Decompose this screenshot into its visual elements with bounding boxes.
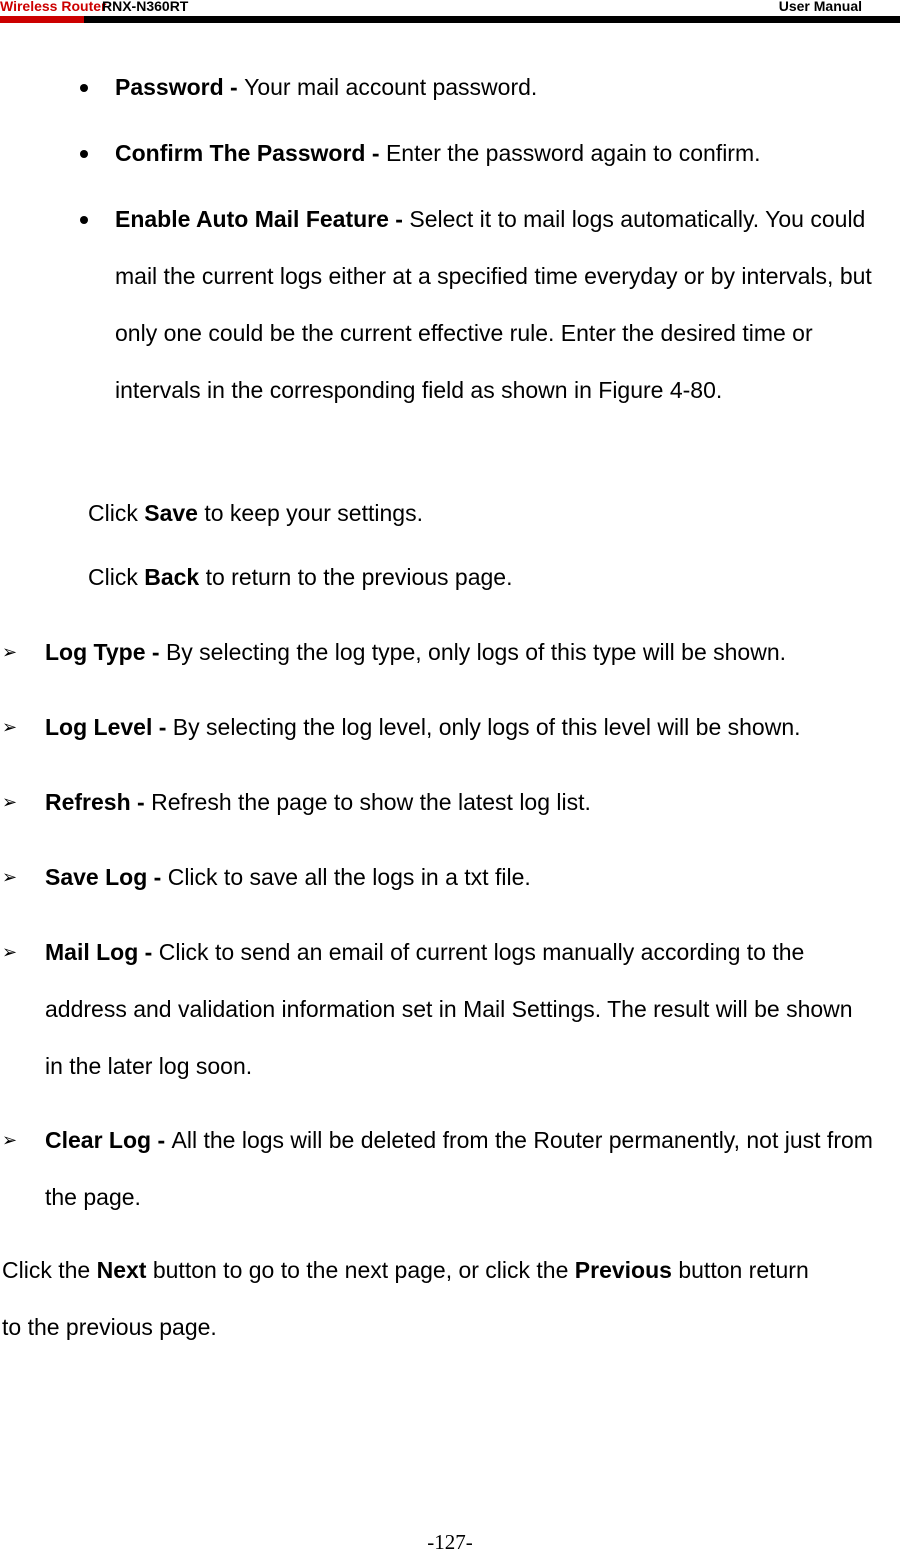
click-back-line xyxy=(88,549,868,606)
closing-pre: Click the xyxy=(2,1257,97,1283)
arrow-text: Click to send an email of current logs manually according to the address and validation information set in Mail Settings. The result will be shown in the later log soon. xyxy=(45,939,853,1079)
header-bar-accent xyxy=(0,16,84,23)
bullet-text: Enter the password again to confirm. xyxy=(385,140,761,166)
bullet-item-confirm-password xyxy=(115,125,875,182)
bullet-item-auto-mail xyxy=(115,191,875,419)
arrow-item-mail-log xyxy=(45,924,875,1095)
back-label: Back xyxy=(144,564,200,590)
previous-label: Previous xyxy=(574,1257,672,1283)
closing-mid: button to go to the next page, or click the xyxy=(146,1257,575,1283)
arrow-term: Log Level - xyxy=(45,714,173,740)
bullet-dot xyxy=(80,216,88,224)
bullet-item-password xyxy=(115,59,875,116)
arrow-term: Refresh - xyxy=(45,789,152,815)
click-pre: Click xyxy=(88,500,145,526)
click-save-line xyxy=(88,485,868,542)
arrow-term: Mail Log - xyxy=(45,939,159,965)
brand-name: Wireless Router xyxy=(0,0,107,14)
next-label: Next xyxy=(96,1257,147,1283)
bullet-dot xyxy=(80,84,88,92)
bullet-dot xyxy=(80,150,88,158)
click-pre: Click xyxy=(88,564,145,590)
bullet-term: Password - xyxy=(115,74,245,100)
arrow-bullet-icon: ➢ xyxy=(2,867,18,888)
arrow-text: Refresh the page to show the latest log list. xyxy=(151,789,591,815)
bullet-text: Your mail account password. xyxy=(244,74,538,100)
arrow-text: By selecting the log type, only logs of this type will be shown. xyxy=(165,639,787,665)
bullet-term: Enable Auto Mail Feature - xyxy=(115,206,410,232)
model-name: RNX-N360RT xyxy=(102,0,189,14)
arrow-item-save-log xyxy=(45,849,885,906)
arrow-item-clear-log xyxy=(45,1112,875,1226)
arrow-item-log-type xyxy=(45,624,885,681)
doc-type: User Manual xyxy=(778,0,862,14)
arrow-text: By selecting the log level, only logs of this level will be shown. xyxy=(172,714,801,740)
arrow-text: Click to save all the logs in a txt file. xyxy=(167,864,531,890)
arrow-item-refresh xyxy=(45,774,885,831)
closing-paragraph xyxy=(2,1242,822,1356)
arrow-bullet-icon: ➢ xyxy=(2,717,18,738)
closing-post: button return to the previous page. xyxy=(2,1257,809,1340)
header-bar xyxy=(84,16,900,23)
arrow-term: Log Type - xyxy=(45,639,166,665)
arrow-bullet-icon: ➢ xyxy=(2,1130,18,1151)
page-header xyxy=(0,0,900,24)
page-number: -127- xyxy=(427,1530,473,1554)
arrow-bullet-icon: ➢ xyxy=(2,942,18,963)
bullet-term: Confirm The Password - xyxy=(115,140,386,166)
arrow-item-log-level xyxy=(45,699,885,756)
bullet-text: Select it to mail logs automatically. You could mail the current logs either at a specified time everyday or by intervals, but only one could be the current effective rule. Enter the desired time or intervals in the corresponding field as shown in Figure 4-80. xyxy=(115,206,872,403)
save-label: Save xyxy=(144,500,198,526)
click-post: to keep your settings. xyxy=(197,500,423,526)
arrow-bullet-icon: ➢ xyxy=(2,642,18,663)
arrow-term: Save Log - xyxy=(45,864,168,890)
click-post: to return to the previous page. xyxy=(199,564,513,590)
arrow-bullet-icon: ➢ xyxy=(2,792,18,813)
arrow-term: Clear Log - xyxy=(45,1127,172,1153)
arrow-text: All the logs will be deleted from the Router permanently, not just from the page. xyxy=(45,1127,873,1210)
